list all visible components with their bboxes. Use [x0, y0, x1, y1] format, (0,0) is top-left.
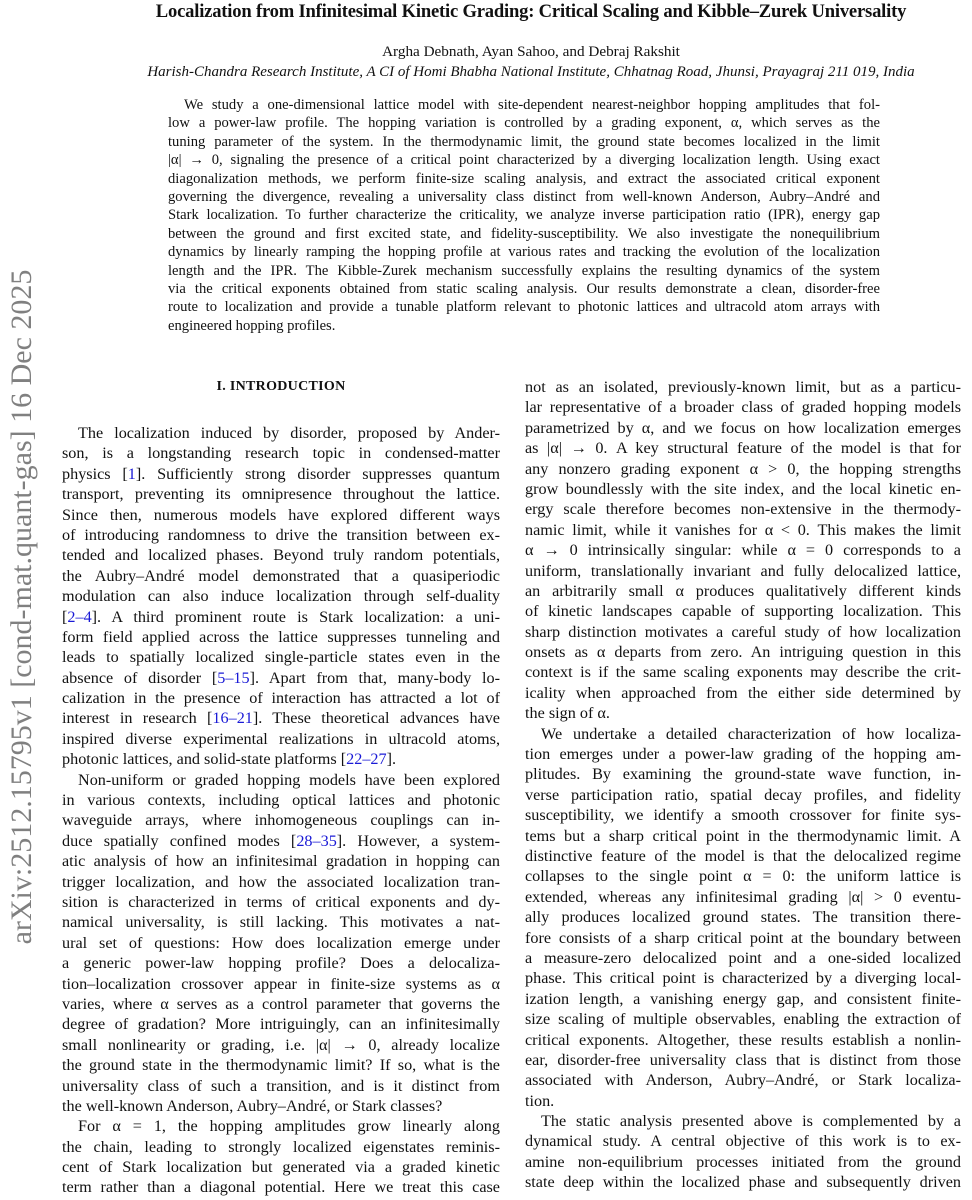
paper-title: Localization from Infinitesimal Kinetic Grading: Critical Scaling and Kibble–Zurek Universality — [155, 1, 907, 22]
text-line: sharp distinction motivates a careful study of how localization — [525, 622, 961, 641]
text-line: α → 0 intrinsically singular: while α = 0 corresponds to a — [525, 541, 961, 560]
text-line: the chain, leading to strongly localized eigenstates reminis- — [62, 1137, 500, 1156]
text-line: collapses to the single point α = 0: the uniform lattice is — [525, 867, 961, 886]
abstract-line: engineered hopping profiles. — [168, 317, 336, 334]
text-line: verse participation ratio, spatial decay profiles, and fidelity — [525, 785, 961, 804]
text-line: inspired diverse experimental realizations in ultracold atoms, — [62, 729, 500, 748]
text-line: transport, preventing its omnipresence throughout the lattice. — [62, 485, 500, 504]
text-line: absence of disorder [5–15]. Apart from that, many-body lo- — [62, 668, 500, 687]
text-line: tion–localization crossover appear in finite-size systems as α — [62, 974, 500, 993]
citation-link[interactable]: 28–35 — [296, 831, 337, 850]
text-line: small nonlinearity or grading, i.e. |α| → 0, already localize — [62, 1035, 500, 1054]
paragraph — [525, 1111, 961, 1193]
text-line: ural set of questions: How does localization emerge under — [62, 933, 500, 952]
paragraph — [525, 724, 961, 1111]
affiliation: Harish-Chandra Research Institute, A CI of Homi Bhabha National Institute, Chhatnag Road, Jhunsi, Prayagraj 211 019, India — [147, 64, 915, 80]
paragraph — [62, 423, 500, 770]
text-line: as |α| → 0. A key structural feature of the model is that for — [525, 439, 961, 458]
text-line: the ground state in the thermodynamic limit? If so, what is the — [62, 1056, 500, 1075]
text-line: trigger localization, and how the associated localization tran- — [62, 872, 500, 891]
text-line: Non-uniform or graded hopping models have been explored — [78, 770, 500, 789]
text-line: Since then, numerous models have explored different ways — [62, 505, 500, 524]
text-line: distinctive feature of the model is that the delocalized regime — [525, 846, 961, 865]
text-line: physics [1]. Sufficiently strong disorder suppresses quantum — [62, 464, 500, 483]
text-line: son, is a longstanding research topic in condensed-matter — [62, 444, 500, 463]
text-line: duce spatially confined modes [28–35]. However, a system- — [62, 831, 500, 850]
text-line: icality when approached from the either side determined by — [525, 683, 961, 702]
text-line: size scaling of multiple observables, enabling the extraction of — [525, 1010, 961, 1029]
text-line: tion emerges under a power-law grading of the hopping am- — [525, 745, 961, 764]
abstract-line: route to localization and provide a tunable platform relevant to photonic lattices and ultracold atom arrays with — [168, 299, 880, 316]
abstract-line: dynamics by linearly ramping the hopping profile at various rates and tracking the evolution of the localization — [168, 244, 880, 261]
text-line: degree of gradation? More intriguingly, can an infinitesimally — [62, 1015, 500, 1034]
abstract-line: We study a one-dimensional lattice model with site-dependent nearest-neighbor hopping amplitudes that fol- — [184, 97, 880, 113]
text-line: namic limit, while it vanishes for α < 0. This makes the limit — [525, 520, 961, 539]
text-line: The static analysis presented above is complemented by a — [541, 1112, 961, 1131]
text-line: We undertake a detailed characterization of how localiza- — [541, 724, 961, 743]
text-line: The localization induced by disorder, proposed by Ander- — [78, 424, 500, 442]
text-line: waveguide arrays, where inhomogeneous couplings can in- — [62, 811, 500, 830]
text-line: For α = 1, the hopping amplitudes grow linearly along — [78, 1117, 500, 1136]
section-heading-introduction: I. INTRODUCTION — [216, 379, 346, 394]
text-line: associated with Anderson, Aubry–André, or Stark localiza- — [525, 1071, 961, 1090]
text-line: ear, disorder-free universality class that is distinct from those — [525, 1050, 961, 1069]
paragraph — [62, 770, 500, 1117]
text-line: leads to spatially localized single-particle states even in the — [62, 648, 500, 667]
left-column — [62, 423, 500, 1198]
text-line: ergy scale therefore becomes non-extensive in the thermody- — [525, 500, 961, 519]
abstract-line: tuning parameter of the system. In the thermodynamic limit, the ground state becomes localized in the limit — [168, 133, 880, 150]
abstract-line: length and the IPR. The Kibble-Zurek mechanism successfully explains the resulting dynamics of the system — [168, 262, 880, 279]
abstract — [168, 96, 880, 335]
text-line: [2–4]. A third prominent route is Stark localization: a uni- — [62, 607, 500, 626]
text-line: of kinetic landscapes capable of supporting localization. This — [525, 602, 961, 621]
abstract-line: governing the divergence, revealing a universality class distinct from well-known Anderson, Aubry–André and — [168, 188, 880, 205]
text-line: namical universality, is still lacking. This motivates a nat- — [62, 913, 500, 932]
text-line: a generic power-law hopping profile? Does a delocaliza- — [62, 954, 500, 973]
text-line: tion. — [525, 1091, 555, 1110]
citation-link[interactable]: 16–21 — [212, 709, 253, 728]
text-line: in various contexts, including optical lattices and photonic — [62, 791, 500, 810]
text-line: lar representative of a broader class of graded hopping models — [525, 398, 961, 417]
citation-link[interactable]: 5–15 — [217, 668, 250, 687]
text-line: phase. This critical point is characterized by a diverging local- — [525, 969, 961, 988]
text-line: parametrized by α, and we focus on how localization emerges — [525, 418, 961, 437]
text-line: context is if the same scaling exponents may describe the crit- — [525, 663, 961, 682]
text-line: any nonzero grading exponent α > 0, the hopping strengths — [525, 459, 961, 478]
paragraph — [525, 377, 961, 724]
text-line: not as an isolated, previously-known limit, but as a particu- — [525, 378, 961, 396]
text-line: uniform, translationally invariant and fully delocalized lattice, — [525, 561, 961, 580]
text-line: universality class of such a transition, and is it distinct from — [62, 1076, 500, 1095]
text-line: the sign of α. — [525, 704, 610, 723]
text-line: ally produces localized ground states. The transition there- — [525, 908, 961, 927]
citation-link[interactable]: 2–4 — [67, 607, 92, 626]
text-line: grow boundlessly with the site index, and the local kinetic en- — [525, 479, 961, 498]
text-line: atic analysis of how an infinitesimal gradation in hopping can — [62, 852, 500, 871]
author-list: Argha Debnath, Ayan Sahoo, and Debraj Rakshit — [382, 43, 680, 60]
arxiv-identifier-sidebar: arXiv:2512.15795v1 [cond-mat.quant-gas] 16 Dec 2025 — [5, 269, 38, 945]
text-line: term rather than a diagonal potential. Here we treat this case — [62, 1178, 500, 1197]
text-line: fore consists of a sharp critical point at the boundary between — [525, 928, 961, 947]
text-line: the well-known Anderson, Aubry–André, or Stark classes? — [62, 1096, 443, 1115]
text-line: modulation can also induce localization through self-duality — [62, 587, 500, 606]
abstract-line: |α| → 0, signaling the presence of a critical point characterized by a diverging localization length. Using exact — [168, 152, 880, 169]
text-line: amine non-equilibrium processes initiated from the ground — [525, 1152, 961, 1171]
text-line: onsets as α departs from zero. An intriguing question in this — [525, 643, 961, 662]
text-line: extended, whereas any infinitesimal grading |α| > 0 eventu- — [525, 887, 961, 906]
text-line: plitudes. By examining the ground-state wave function, in- — [525, 765, 961, 784]
text-line: critical exponents. Altogether, these results establish a nonlin- — [525, 1030, 961, 1049]
right-column — [525, 377, 961, 1193]
text-line: photonic lattices, and solid-state platforms [22–27]. — [62, 750, 397, 769]
text-line: varies, where α serves as a control parameter that governs the — [62, 994, 500, 1013]
abstract-line: Stark localization. To further characterize the criticality, we analyze inverse participation ratio (IPR), energy gap — [168, 207, 880, 224]
text-line: calization in the presence of interaction has attracted a lot of — [62, 689, 500, 708]
text-line: susceptibility, we identify a smooth crossover for finite sys- — [525, 806, 961, 825]
text-line: a measure-zero delocalized point and a one-sided localized — [525, 948, 961, 967]
citation-link[interactable]: 1 — [127, 464, 136, 483]
text-line: interest in research [16–21]. These theoretical advances have — [62, 709, 500, 728]
abstract-line: via the critical exponents obtained from static scaling analysis. Our results demonstrate a clean, disorder-free — [168, 280, 880, 297]
text-line: cent of Stark localization but generated via a graded kinetic — [62, 1158, 500, 1177]
citation-link[interactable]: 22–27 — [346, 750, 387, 769]
abstract-line: between the ground and first excited state, and fidelity-susceptibility. We also investigate the nonequilibrium — [168, 225, 880, 242]
text-line: the Aubry–André model demonstrated that a quasiperiodic — [62, 566, 500, 585]
text-line: tended and localized phases. Beyond truly random potentials, — [62, 546, 500, 565]
text-line: ization length, a vanishing energy gap, and consistent finite- — [525, 989, 961, 1008]
text-line: dynamical study. A central objective of this work is to ex- — [525, 1132, 961, 1151]
text-line: form field applied across the lattice suppresses tunneling and — [62, 627, 500, 646]
abstract-line: low a power-law profile. The hopping variation is controlled by a grading exponent, α, which serves as the — [168, 115, 880, 132]
text-line: tems but a sharp critical point in the thermodynamic limit. A — [525, 826, 961, 845]
paragraph — [62, 1116, 500, 1198]
text-line: of introducing randomness to drive the transition between ex- — [62, 525, 500, 544]
text-line: state deep within the localized phase and subsequently driven — [525, 1173, 961, 1192]
text-line: an arbitrarily small α produces qualitatively different kinds — [525, 581, 961, 600]
abstract-line: diagonalization methods, we perform finite-size scaling analysis, and extract the associated critical exponent — [168, 170, 880, 187]
text-line: sition is characterized in terms of critical exponents and dy- — [62, 892, 500, 911]
